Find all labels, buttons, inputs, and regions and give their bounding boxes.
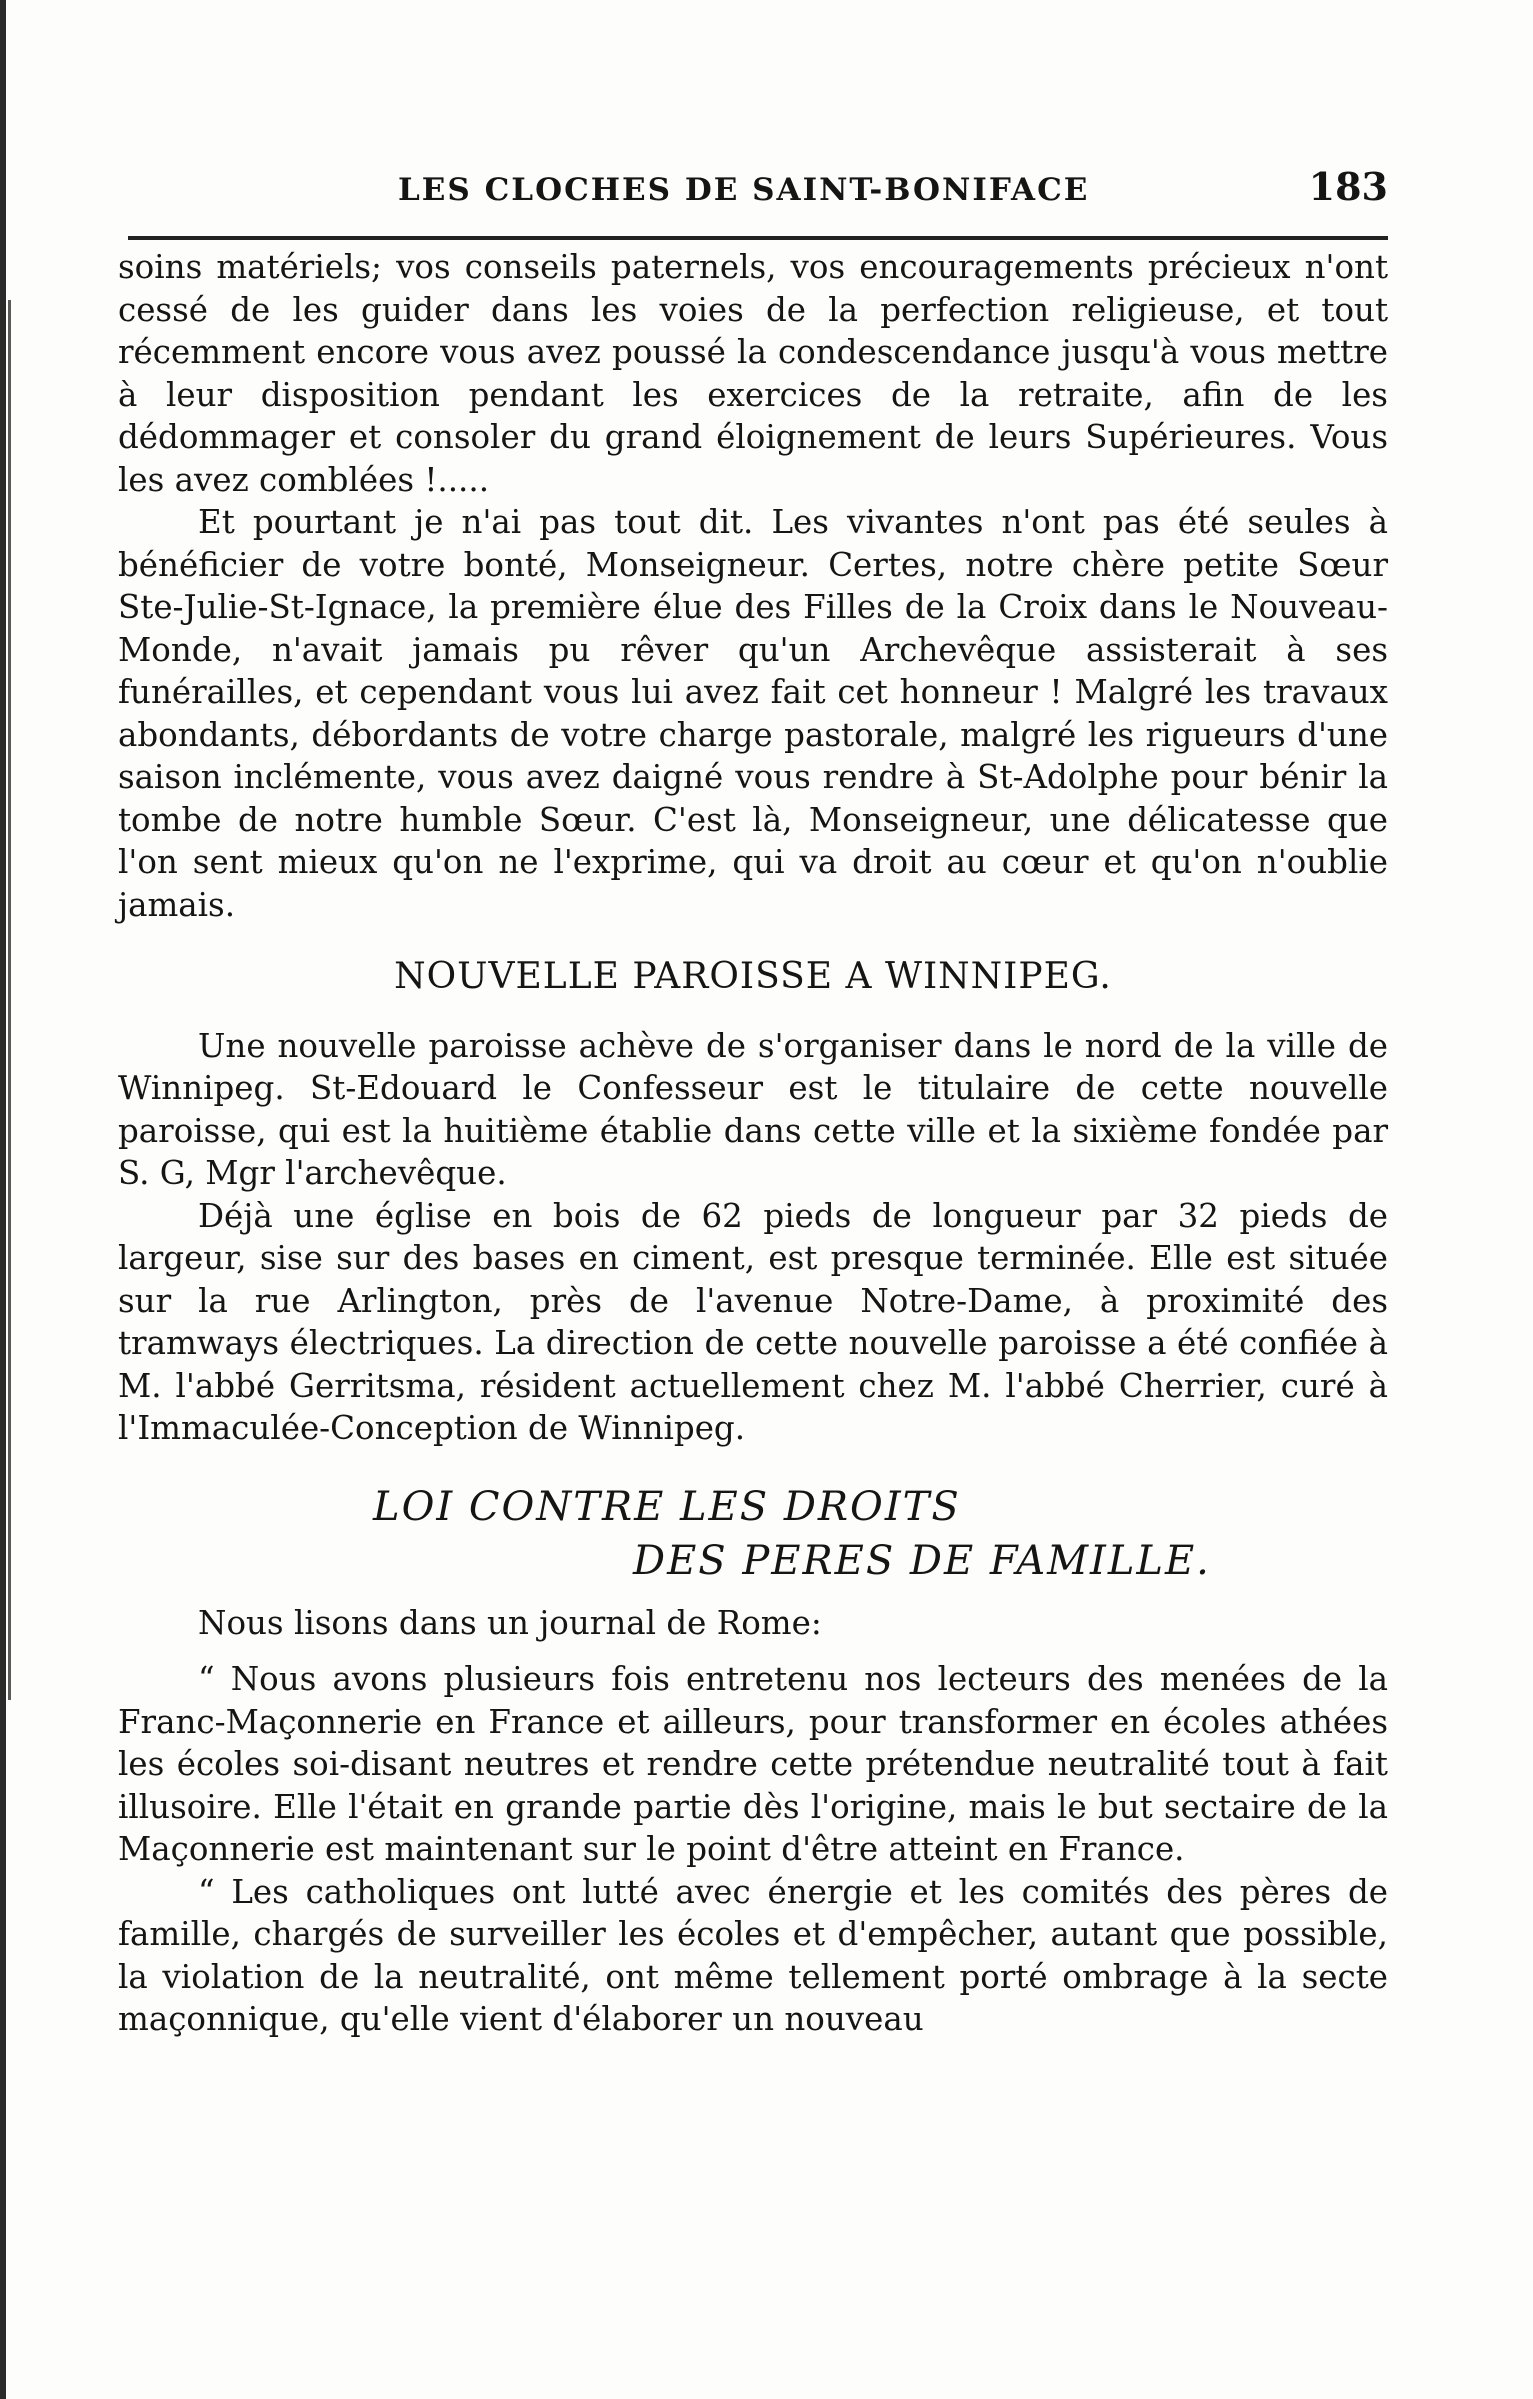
paragraph: Une nouvelle paroisse achève de s'organiser dans le nord de la ville de Winnipeg. St-Edouard le Confesseur est le titulaire de cette nouvelle paroisse, qui est la huitième établie dans cette ville et la sixième fondée par S. G, Mgr l'archevêque. bbox=[118, 1026, 1388, 1192]
running-title: LES CLOCHES DE SAINT-BONIFACE bbox=[398, 172, 1090, 208]
page-binding-shadow bbox=[8, 300, 11, 1700]
section-title-line-2: DES PERES DE FAMILLE. bbox=[633, 1537, 1211, 1584]
book-page bbox=[118, 150, 1388, 2041]
page-body bbox=[118, 246, 1388, 2041]
page-binding-edge bbox=[0, 0, 6, 2399]
header-rule bbox=[128, 236, 1388, 240]
paragraph: Nous lisons dans un journal de Rome: bbox=[198, 1603, 822, 1642]
paragraph-continuation: soins matériels; vos conseils paternels, vos encouragements précieux n'ont cessé de les guider dans les voies de la perfection religieuse, et tout récemment encore vous avez poussé la condescendance jusqu'à vous mettre à leur disposition pendant les exercices de la retraite, afin de les dédommager et consoler du grand éloignement de leurs Supérieures. Vous les avez comblées !..... bbox=[118, 248, 1388, 499]
section-title-nouvelle-paroisse: NOUVELLE PAROISSE A WINNIPEG. bbox=[394, 956, 1112, 997]
paragraph: “ Les catholiques ont lutté avec énergie et les comités des pères de famille, chargés de surveiller les écoles et d'empêcher, autant que possible, la violation de la neutralité, ont même tellement porté ombrage à la secte maçonnique, qu'elle vient d'élaborer un nouveau bbox=[118, 1872, 1388, 2038]
paragraph: “ Nous avons plusieurs fois entretenu nos lecteurs des menées de la Franc-Maçonnerie en France et ailleurs, pour transformer en écoles athées les écoles soi-disant neutres et rendre cette prétendue neutralité tout à fait illusoire. Elle l'était en grande partie dès l'origine, mais le but sectaire de la Maçonnerie est maintenant sur le point d'être atteint en France. bbox=[118, 1660, 1388, 1868]
section-title-loi bbox=[118, 1480, 1388, 1588]
page-header bbox=[118, 150, 1388, 220]
paragraph: Déjà une église en bois de 62 pieds de longueur par 32 pieds de largeur, sise sur des bases en ciment, est presque terminée. Elle est située sur la rue Arlington, près de l'avenue Notre-Dame, à proximité des tramways électriques. La direction de cette nouvelle paroisse a été confiée à M. l'abbé Gerritsma, résident actuellement chez M. l'abbé Cherrier, curé à l'Immaculée-Conception de Winnipeg. bbox=[118, 1196, 1388, 1447]
page-number: 183 bbox=[1308, 164, 1388, 209]
paragraph: Et pourtant je n'ai pas tout dit. Les vivantes n'ont pas été seules à bénéficier de votre bonté, Monseigneur. Certes, notre chère petite Sœur Ste-Julie-St-Ignace, la première élue des Filles de la Croix dans le Nouveau-Monde, n'avait jamais pu rêver qu'un Archevêque assisterait à ses funérailles, et cependant vous lui avez fait cet honneur ! Malgré les travaux abondants, débordants de votre charge pastorale, malgré les rigueurs d'une saison inclémente, vous avez daigné vous rendre à St-Adolphe pour bénir la tombe de notre humble Sœur. C'est là, Monseigneur, une délicatesse que l'on sent mieux qu'on ne l'exprime, qui va droit au cœur et qu'on n'oublie jamais. bbox=[118, 503, 1388, 924]
section-title-line-1: LOI CONTRE LES DROITS bbox=[373, 1483, 961, 1530]
